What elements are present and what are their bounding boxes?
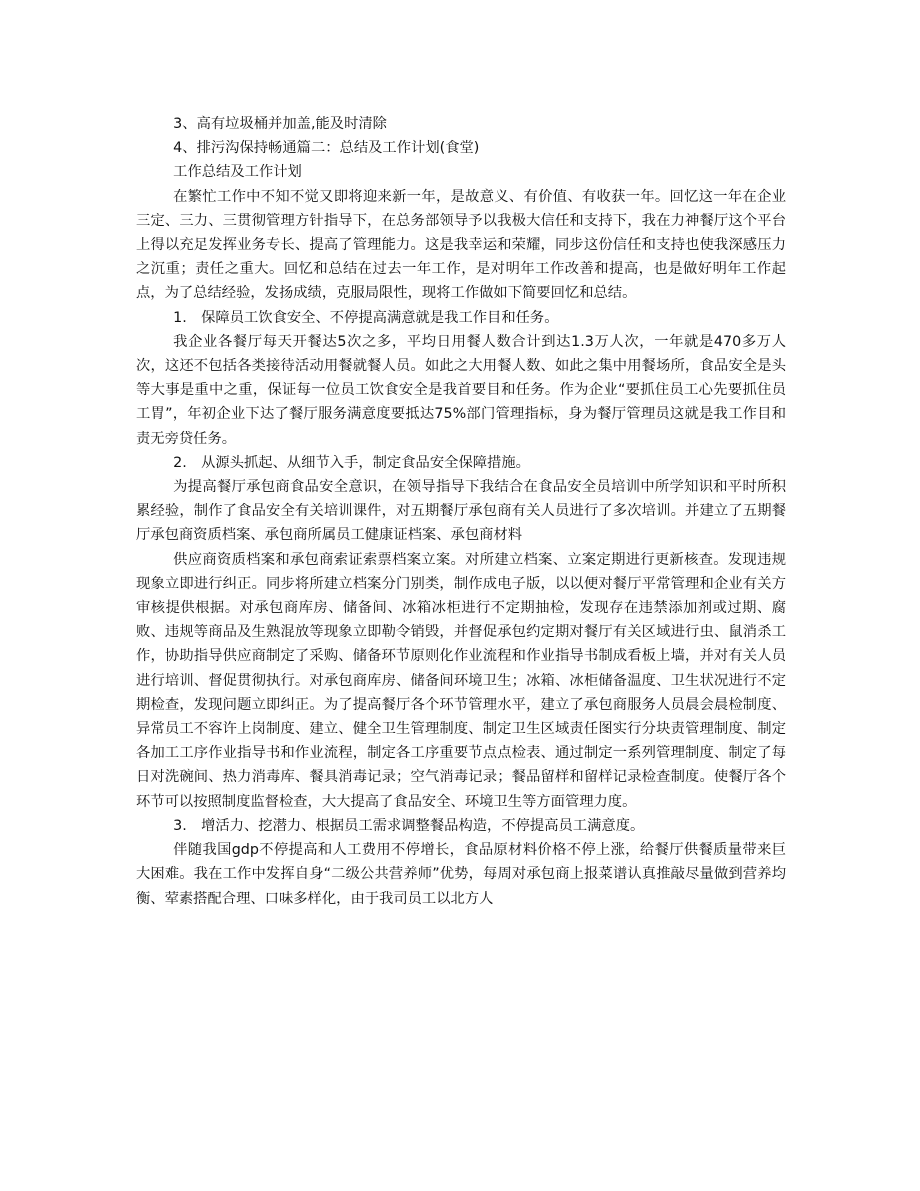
heading-2: 2. 从源头抓起、从细节入手，制定食品安全保障措施。 [173, 454, 530, 471]
heading-3: 3. 增活力、挖潜力、根据员工需求调整餐品构造，不停提高员工满意度。 [173, 817, 645, 834]
paragraph-2b: 供应商资质档案和承包商索证索票档案立案。对所建立档案、立案定期进行更新核查。发现违规现象立即进行纠正。同步将所建立档案分门别类，制作成电子版，以以便对餐厅平常管理和企业有关方审核提供根据。对承包商库房、储备间、冰箱冰柜进行不定期抽检，发现存在违禁添加剂或过期、腐败、违规等商品及生熟混放等现象立即勒令销毁，并督促承包约定期对餐厅有关区域进行虫、鼠消杀工作，协助指导供应商制定了采购、储备环节原则化作业流程和作业指导书制成看板上墙，并对有关人员进行培训、督促贯彻执行。对承包商库房、储备间环境卫生；冰箱、冰柜储备温度、卫生状况进行不定期检查，发现问题立即纠正。为了提高餐厅各个环节管理水平，建立了承包商服务人员晨会晨检制度、异常员工不容许上岗制度、建立、健全卫生管理制度、制定卫生区域责任图实行分块责管理制度、制定各加工工序作业指导书和作业流程，制定各工序重要节点点检表、通过制定一系列管理制度、制定了每日对洗碗间、热力消毒库、餐具消毒记录；空气消毒记录；餐品留样和留样记录检查制度。使餐厅各个环节可以按照制度监督检查，大大提高了食品安全、环境卫生等方面管理力度。 [136, 551, 786, 810]
heading-1: 1. 保障员工饮食安全、不停提高满意就是我工作目和任务。 [173, 309, 559, 326]
section-title: 工作总结及工作计划 [173, 164, 302, 181]
paragraph-item-3: 3、高有垃圾桶并加盖,能及时清除 [173, 116, 387, 132]
paragraph-item-4: 4、排污沟保持畅通篇二：总结及工作计划(食堂) [173, 140, 480, 157]
paragraph-1: 我企业各餐厅每天开餐达5次之多，平均日用餐人数合计到达1.3万人次，一年就是470多万人次，这还不包括各类接待活动用餐就餐人员。如此之大用餐人数、如此之集中用餐场所，食品安全是头等大事是重中之重，保证每一位员工饮食安全是我首要目和任务。作为企业“要抓住员工心先要抓住员工胃”，年初企业下达了餐厅服务满意度要抵达75%部门管理指标，身为餐厅管理员这就是我工作目和责无旁贷任务。 [136, 333, 786, 447]
paragraph-3: 伴随我国gdp不停提高和人工费用不停增长，食品原材料价格不停上涨，给餐厅供餐质量带来巨大困难。我在工作中发挥自身“二级公共营养师”优势，每周对承包商上报菜谱认真推敲尽量做到营养均衡、荤素搭配合理、口味多样化，由于我司员工以北方人 [136, 842, 786, 907]
paragraph-2a: 为提高餐厅承包商食品安全意识，在领导指导下我结合在食品安全员培训中所学知识和平时所积累经验，制作了食品安全有关培训课件，对五期餐厅承包商有关人员进行了多次培训。并建立了五期餐厅承包商资质档案、承包商所属员工健康证档案、承包商材料 [136, 479, 786, 544]
document-body [136, 112, 786, 911]
intro-paragraph: 在繁忙工作中不知不觉又即将迎来新一年，是故意义、有价值、有收获一年。回忆这一年在企业三定、三力、三贯彻管理方针指导下，在总务部领导予以我极大信任和支持下，我在力神餐厅这个平台上得以充足发挥业务专长、提高了管理能力。这是我幸运和荣耀，同步这份信任和支持也使我深感压力之沉重；责任之重大。回忆和总结在过去一年工作，是对明年工作改善和提高，也是做好明年工作起点，为了总结经验，发扬成绩，克服局限性，现将工作做如下简要回忆和总结。 [136, 188, 786, 302]
